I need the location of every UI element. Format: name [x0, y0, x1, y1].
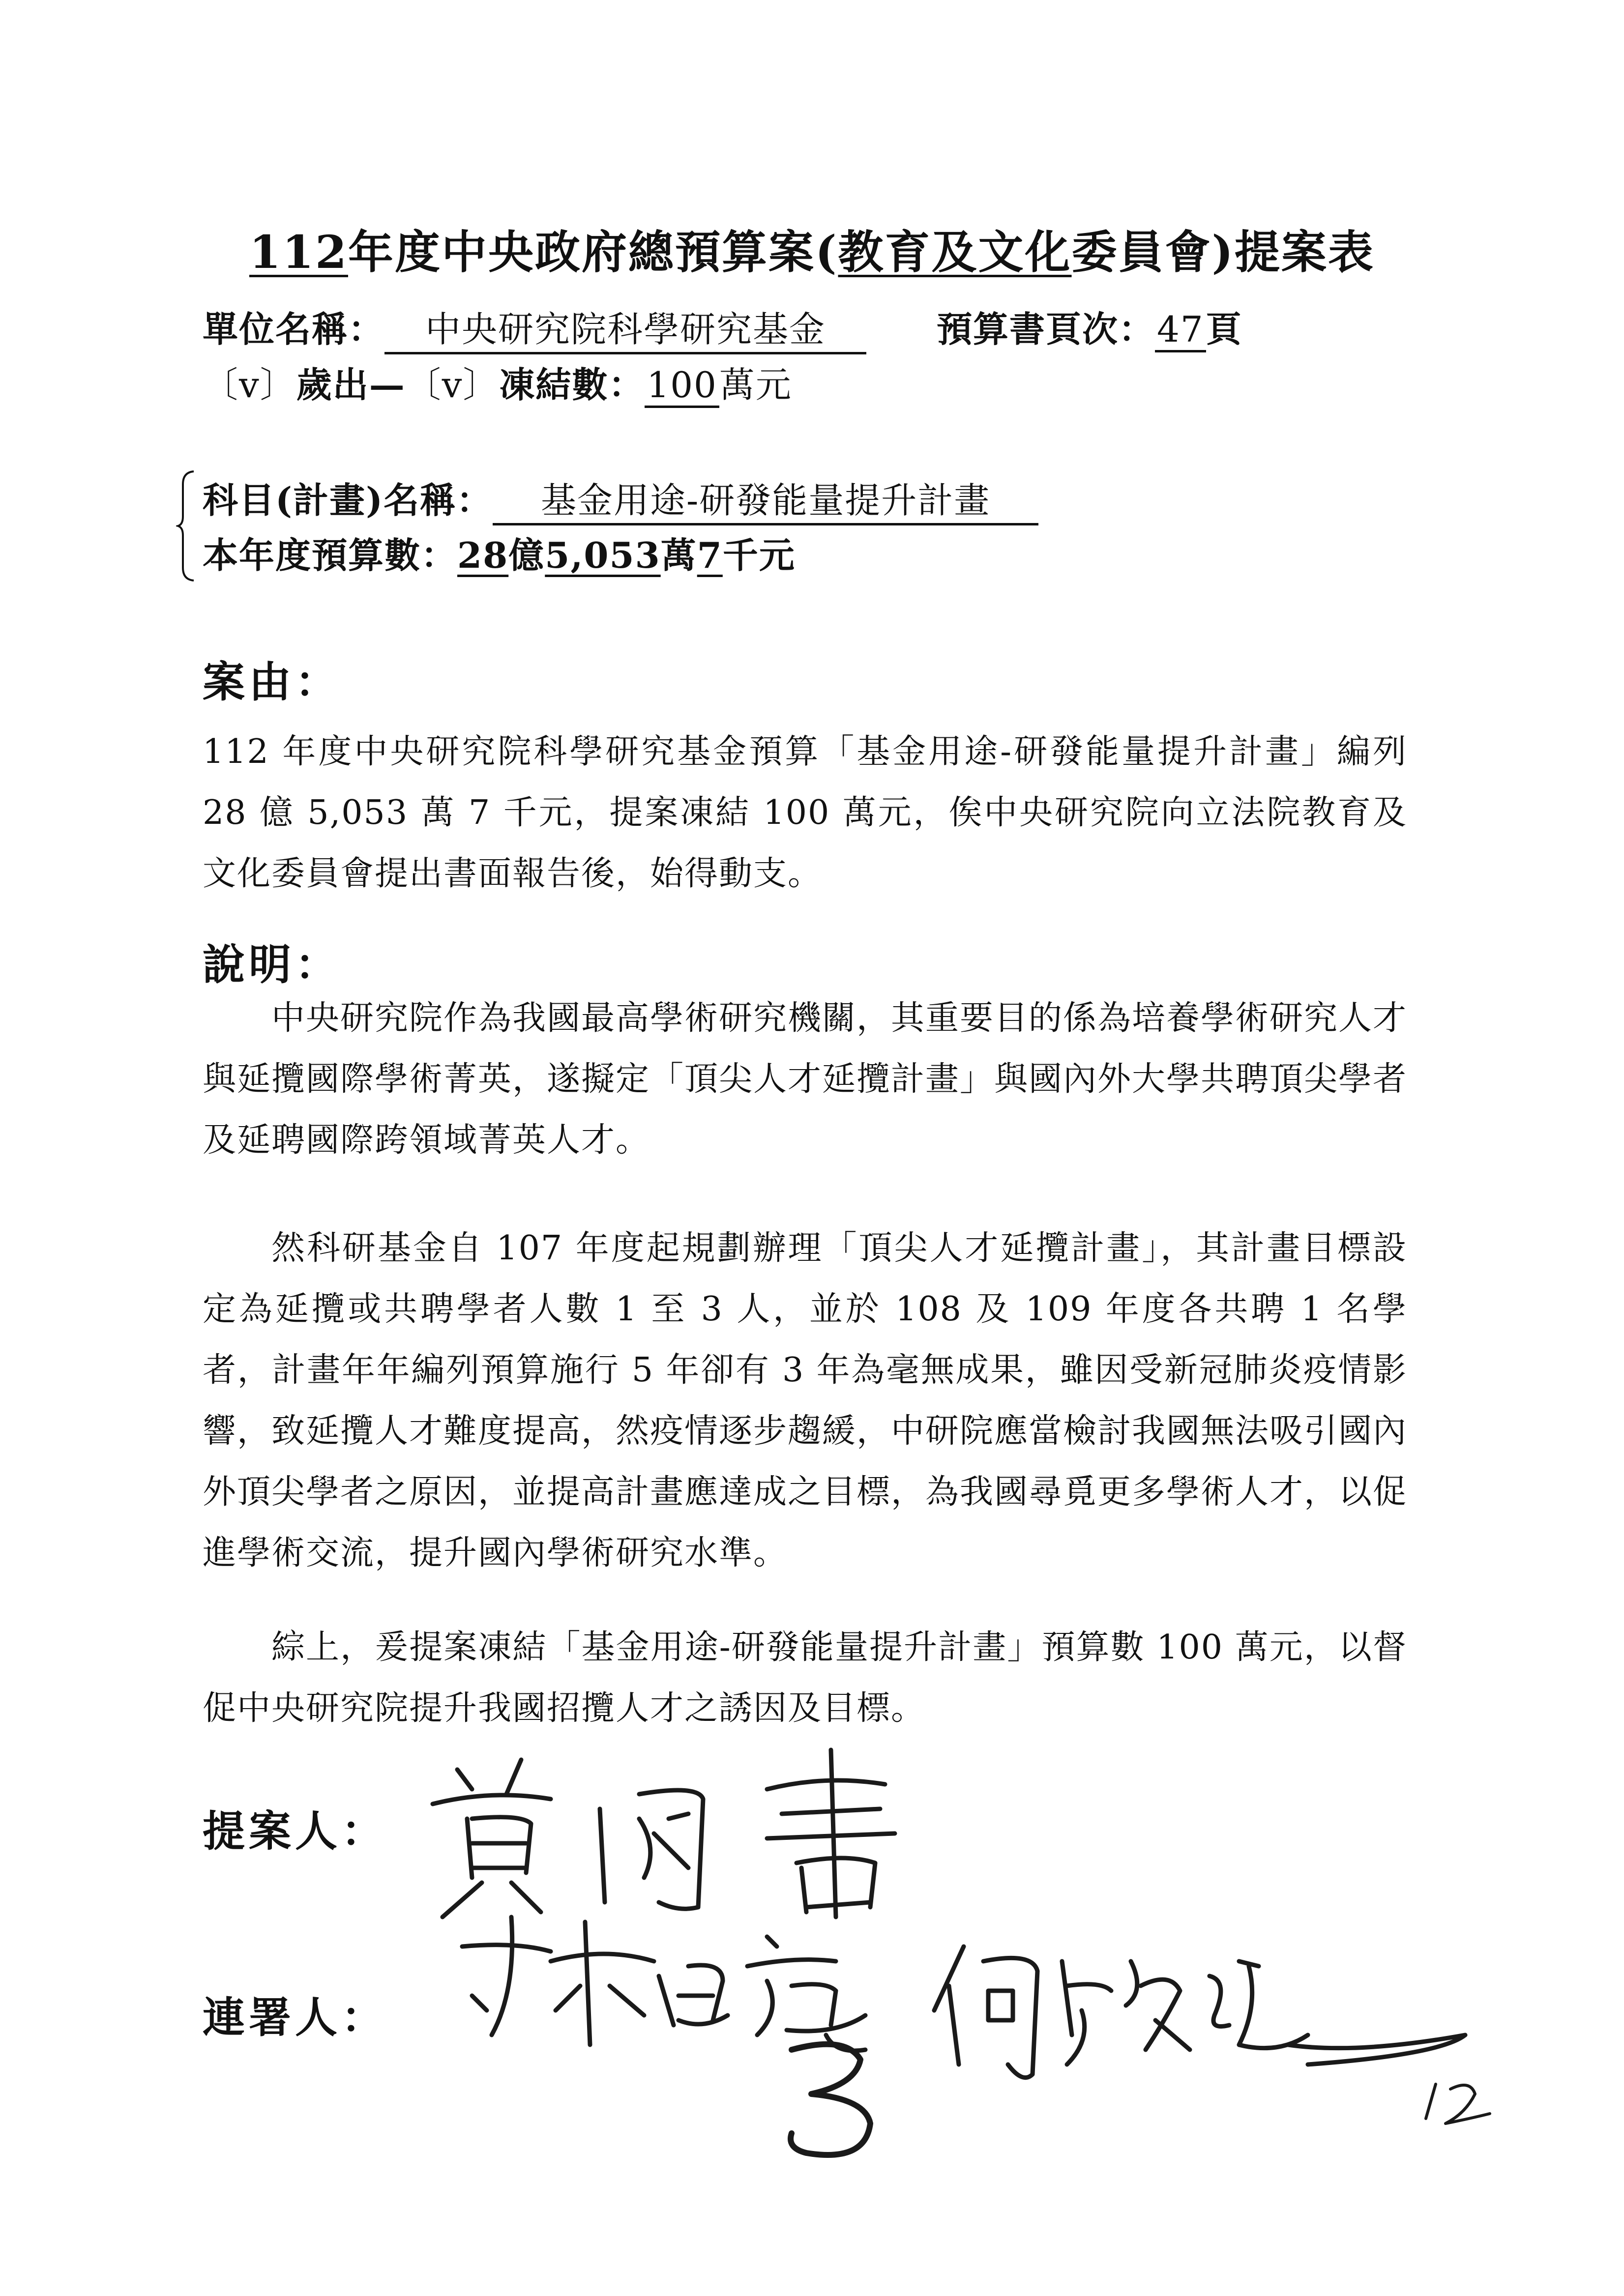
freeze-unit: 萬元 — [719, 364, 792, 406]
proposer-signature — [433, 1750, 895, 1917]
title-end: 委員會)提案表 — [1071, 226, 1375, 279]
title-committee: 教育及文化 — [838, 226, 1072, 279]
budget-v1: 28 — [457, 534, 509, 576]
explanation-paragraph-3: 綜上，爰提案凍結「基金用途-研發能量提升計畫」預算數 100 萬元，以督促中央研究院提升我國招攬人才之誘因及目標。 — [203, 1628, 1407, 1728]
explanation-paragraph-1: 中央研究院作為我國最高學術研究機關，其重要目的係為培養學術研究人才與延攬國際學術菁英，遂擬定「頂尖人才延攬計畫」與國內外大學共聘頂尖學者及延聘國際跨領域菁英人才。 — [203, 999, 1408, 1160]
unit-row — [203, 301, 866, 354]
cosigner-label: 連署人： — [203, 1993, 387, 2042]
left-brace — [176, 469, 196, 582]
page-row — [937, 301, 1242, 352]
subject-label: 科目(計畫)名稱： — [203, 479, 493, 521]
cosigner-signature-2 — [934, 1947, 1465, 2078]
form-title — [0, 216, 1624, 281]
budget-v2: 5,053 — [545, 534, 661, 576]
title-year: 112 — [249, 226, 348, 279]
unit-label: 單位名稱： — [203, 308, 385, 350]
cosigner-signature-1 — [462, 1917, 865, 2051]
subject-row — [203, 472, 1038, 525]
explanation-paragraph-2: 然科研基金自 107 年度起規劃辦理「頂尖人才延攬計畫」，其計畫目標設定為延攬或共聘學者人數 1 至 3 人，並於 108 及 109 年度各共聘 1 名學者，計畫年年編列預算施行 5 年卻有 3 年為毫無成果，雖因受新冠肺炎疫情影響，致延攬人才難度提高，然疫情逐步趨緩，中研院應當檢討我國無法吸引國內外頂尖學者之原因，並提高計畫應達成之目標，為我國尋覓更多學術人才，以促進學術交流，提升國內學術研究水準。 — [203, 1229, 1408, 1572]
freeze-row — [203, 356, 792, 408]
budget-v3: 7 — [697, 534, 723, 576]
reason-heading: 案由： — [203, 657, 341, 707]
page-label: 預算書頁次： — [937, 308, 1155, 350]
expense-label: 歲出— — [296, 364, 406, 406]
page-number-mark — [1426, 2084, 1490, 2123]
budget-label: 本年度預算數： — [203, 534, 458, 576]
freeze-amount: 100 — [645, 364, 719, 408]
explanation-heading: 說明： — [203, 940, 341, 989]
expense-checkbox: 〔v〕 — [203, 364, 296, 406]
freeze-label: 凍結數： — [499, 364, 645, 406]
title-mid: 年度中央政府總預算案( — [348, 226, 838, 279]
budget-u1: 億 — [508, 534, 545, 576]
budget-u3: 千元 — [722, 534, 796, 576]
proposer-label: 提案人： — [203, 1806, 387, 1856]
page-value: 47 — [1155, 309, 1206, 352]
unit-value: 中央研究院科學研究基金 — [384, 301, 866, 354]
page-unit: 頁 — [1206, 308, 1242, 350]
reason-text: 112 年度中央研究院科學研究基金預算「基金用途-研發能量提升計畫」編列 28 億 5,053 萬 7 千元，提案凍結 100 萬元，俟中央研究院向立法院教育及文化委員會提出書面報告後，始得動支。 — [203, 732, 1407, 893]
budget-row — [203, 527, 796, 578]
freeze-checkbox: 〔v〕 — [405, 364, 500, 406]
budget-u2: 萬 — [660, 534, 697, 576]
subject-value: 基金用途-研發能量提升計畫 — [493, 472, 1038, 525]
handwritten-number-3 — [791, 2044, 870, 2155]
